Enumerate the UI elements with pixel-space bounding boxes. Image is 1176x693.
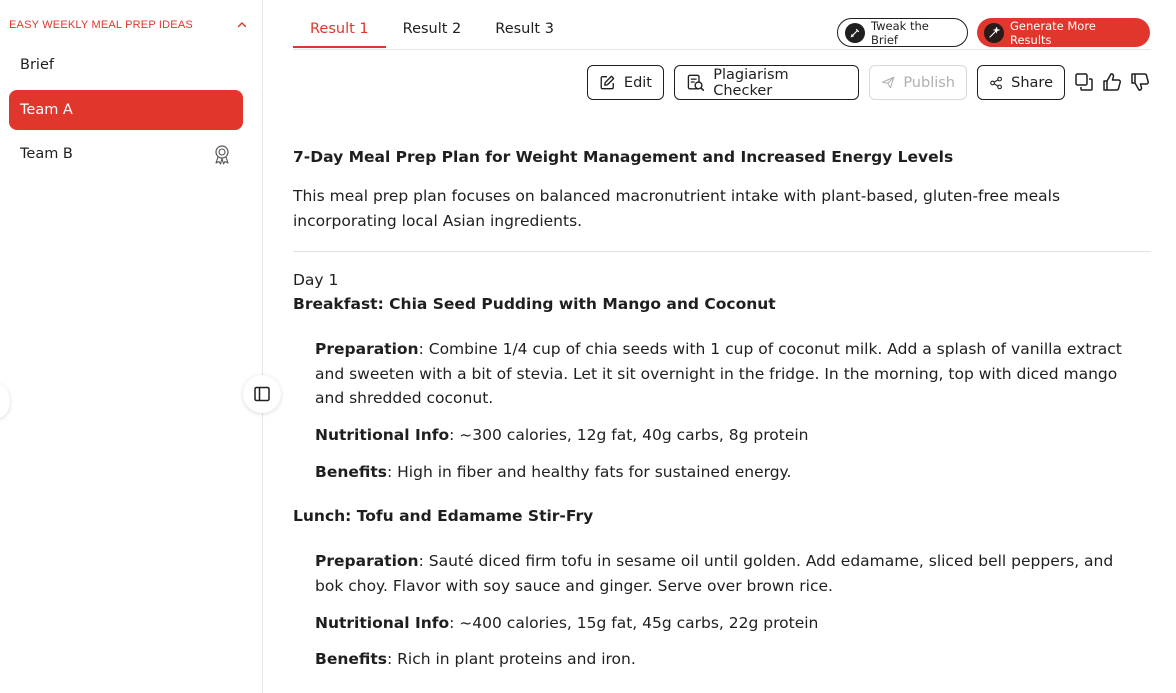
- lunch-benefits: [315, 647, 1145, 672]
- sidebar-item-label: Team B: [20, 146, 73, 162]
- copy-icon[interactable]: [1074, 72, 1094, 92]
- meal-title-lunch: Lunch: Tofu and Edamame Stir-Fry: [293, 507, 594, 525]
- plagiarism-icon: [686, 73, 705, 93]
- tab-result-2[interactable]: Result 2: [402, 21, 462, 37]
- breakfast-nutrition: [315, 423, 1145, 448]
- sidebar-item-team-b[interactable]: [9, 134, 243, 174]
- document-title: 7-Day Meal Prep Plan for Weight Management and Increased Energy Levels: [293, 148, 954, 166]
- thumbs-up-icon[interactable]: [1102, 72, 1122, 92]
- nutrition-text: : ~300 calories, 12g fat, 40g carbs, 8g protein: [449, 426, 809, 444]
- award-icon: [211, 143, 233, 165]
- result-tabs: [293, 14, 571, 50]
- edit-button[interactable]: [587, 65, 664, 100]
- sidebar: [0, 0, 263, 693]
- document-intro: This meal prep plan focuses on balanced macronutrient intake with plant-based, gluten-free meals incorporating local Asian ingredients.: [293, 187, 1061, 230]
- benefits-label: Benefits: [315, 650, 387, 668]
- send-icon: [881, 73, 895, 92]
- preparation-text: : Sauté diced firm tofu in sesame oil until golden. Add edamame, sliced bell peppers, and bok choy. Flavor with soy sauce and ginger. Serve over brown rice.: [315, 552, 1114, 595]
- benefits-text: : High in fiber and healthy fats for sustained energy.: [387, 463, 792, 481]
- lunch-nutrition: [315, 611, 1145, 636]
- generate-more-label: Generate More Results: [1010, 18, 1096, 47]
- day-heading: Day 1: [293, 271, 339, 289]
- project-header[interactable]: [9, 17, 249, 33]
- lunch-preparation: [315, 549, 1145, 598]
- plagiarism-label: Plagiarism Checker: [713, 66, 789, 99]
- tab-result-3[interactable]: Result 3: [495, 21, 554, 37]
- sidebar-item-label: Team A: [20, 102, 73, 118]
- preparation-text: : Combine 1/4 cup of chia seeds with 1 cup of coconut milk. Add a splash of vanilla extract and sweeten with a bit of stevia. Let it sit overnight in the fridge. In the morning, top with diced mango and shredded coconut.: [315, 340, 1122, 407]
- breakfast-benefits: [315, 460, 1145, 485]
- edit-label: Edit: [623, 74, 652, 91]
- preparation-label: Preparation: [315, 340, 419, 358]
- sidebar-item-brief[interactable]: [9, 45, 243, 85]
- nutrition-label: Nutritional Info: [315, 614, 450, 632]
- preparation-label: Preparation: [315, 552, 419, 570]
- edit-icon: [599, 73, 616, 92]
- sidebar-item-team-a[interactable]: [9, 90, 243, 130]
- publish-button[interactable]: [869, 65, 967, 100]
- thumbs-down-icon[interactable]: [1130, 72, 1150, 92]
- project-title: EASY WEEKLY MEAL PREP IDEAS: [9, 19, 193, 31]
- sidebar-toggle-button[interactable]: [243, 375, 281, 413]
- sidebar-toggle-icon: [253, 385, 271, 403]
- breakfast-preparation: [315, 337, 1145, 411]
- nutrition-text: : ~400 calories, 15g fat, 45g carbs, 22g protein: [449, 614, 819, 632]
- content-divider: [293, 251, 1151, 252]
- benefits-text: : Rich in plant proteins and iron.: [387, 650, 636, 668]
- nutrition-label: Nutritional Info: [315, 426, 450, 444]
- share-icon: [989, 74, 1003, 92]
- tab-divider: [293, 49, 1151, 50]
- benefits-label: Benefits: [315, 463, 387, 481]
- sidebar-item-label: Brief: [20, 57, 54, 73]
- tab-result-1[interactable]: Result 1: [293, 14, 386, 48]
- tweak-brief-label: Tweak the Brief: [871, 18, 929, 47]
- magic-icon: [984, 23, 1004, 43]
- plagiarism-checker-button[interactable]: [674, 65, 859, 100]
- generate-more-button[interactable]: [977, 18, 1150, 47]
- publish-label: Publish: [903, 74, 955, 91]
- tweak-brief-button[interactable]: [837, 18, 968, 47]
- share-label: Share: [1011, 74, 1053, 91]
- pencil-icon: [845, 23, 865, 43]
- share-button[interactable]: [977, 65, 1065, 100]
- chevron-up-icon[interactable]: [235, 18, 249, 32]
- meal-title-breakfast: Breakfast: Chia Seed Pudding with Mango and Coconut: [293, 295, 776, 313]
